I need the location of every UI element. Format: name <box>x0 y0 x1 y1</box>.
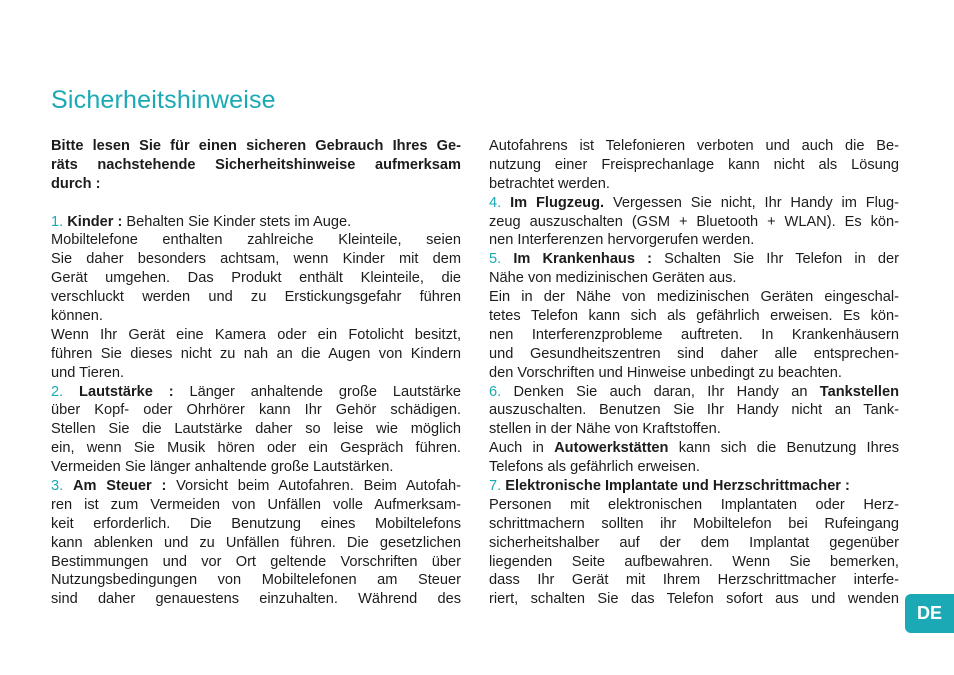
body-line: schrittmachern sollten ihr Mobiltelefon bei Rufeingang <box>489 515 899 532</box>
language-tab: DE <box>905 594 954 633</box>
body-line: liegenden Seite aufbewahren. Wenn Sie bemerken, <box>489 553 899 570</box>
section-number: 6. <box>489 383 502 400</box>
section-implants-heading <box>489 477 899 496</box>
body-line: sind daher genauestens einzuhalten. Während des <box>51 591 461 608</box>
body-line: Vermeiden Sie länger anhaltende große Lautstärken. <box>51 459 394 476</box>
left-column <box>51 137 461 609</box>
body-line: nen Interferenzprobleme auftreten. In Krankenhäusern <box>489 326 899 343</box>
intro-line: durch : <box>51 175 101 192</box>
body-line: Gerät umgehen. Das Produkt enthält Kleinteile, die <box>51 270 461 287</box>
body-line: ren ist zum Vermeiden von Unfällen volle Aufmerksam- <box>51 496 461 513</box>
body-line: Nutzungsbedingungen von Mobiltelefonen am Steuer <box>51 572 461 589</box>
section-keyword: Lautstärke : <box>79 383 174 400</box>
body-line: auszuschalten. Benutzen Sie Ihr Handy nicht an Tank- <box>489 402 899 419</box>
body-line: Nähe von medizinischen Geräten aus. <box>489 270 737 287</box>
body-line: nutzung einer Freisprechanlage kann nicht als Lösung <box>489 156 899 173</box>
body-line: Sie daher besonders achtsam, wenn Kinder mit dem <box>51 251 461 268</box>
section-airplane-heading <box>489 194 899 213</box>
body-line: kann ablenken und zu Unfällen führen. Die gesetzlichen <box>51 534 461 551</box>
section-number: 4. <box>489 194 502 211</box>
page-title: Sicherheitshinweise <box>51 86 276 114</box>
body-line: über Kopf- oder Ohrhörer kann Ihr Gehör schädigen. <box>51 402 461 419</box>
body-line: Bestimmungen und vor Ort geltende Vorschriften über <box>51 553 461 570</box>
body-line: riert, schalten Sie das Telefon sofort aus und wenden <box>489 591 899 608</box>
body-line: Telefons als gefährlich erweisen. <box>489 459 700 476</box>
section-text: kann sich die Benutzung Ihres <box>668 440 900 457</box>
section-volume-heading <box>51 383 461 402</box>
section-text: Vergessen Sie nicht, Ihr Handy im Flug- <box>604 194 900 211</box>
section-text: Schalten Sie Ihr Telefon in der <box>651 251 899 268</box>
section-keyword: Am Steuer : <box>72 478 167 495</box>
right-column <box>489 137 899 609</box>
body-line: keit erforderlich. Die Benutzung eines Mobiltelefons <box>51 515 461 532</box>
intro-line: räts nachstehende Sicherheitshinweise aufmerksam <box>51 156 461 173</box>
body-line: betrachtet werden. <box>489 175 610 192</box>
section-text: Behalten Sie Kinder stets im Auge. <box>122 213 352 230</box>
section-keyword: Autowerkstätten <box>554 440 669 457</box>
section-text: Auch in <box>489 440 555 457</box>
body-line: nen Interferenzen hervorgerufen werden. <box>489 232 755 249</box>
body-line: Ein in der Nähe von medizinischen Geräten eingeschal- <box>489 289 899 306</box>
body-line: Mobiltelefone enthalten zahlreiche Kleinteile, seien <box>51 232 461 249</box>
body-line: den Vorschriften und Hinweise unbedingt zu beachten. <box>489 364 842 381</box>
body-line: sicherheitshalber auf der dem Implantat gegenüber <box>489 534 899 551</box>
body-line: und Tieren. <box>51 364 125 381</box>
section-number: 3. <box>51 478 64 495</box>
section-keyword: Tankstellen <box>819 383 899 400</box>
section-text: Denken Sie auch daran, Ihr Handy an <box>501 383 820 400</box>
body-line: verschluckt werden und zu Erstickungsgefahr führen <box>51 289 461 306</box>
section-hospital-heading <box>489 250 899 269</box>
section-keyword: Elektronische Implantate und Herzschrittmacher : <box>505 478 850 495</box>
body-line: Wenn Ihr Gerät eine Kamera oder ein Fotolicht besitzt, <box>51 326 461 343</box>
section-keyword: Kinder : <box>67 213 123 230</box>
section-text: Vorsicht beim Autofahren. Beim Autofah- <box>166 478 461 495</box>
body-line <box>489 439 899 458</box>
body-line: dass Ihr Gerät mit Ihrem Herzschrittmacher interfe- <box>489 572 899 589</box>
body-line: können. <box>51 308 103 325</box>
section-keyword: Im Flugzeug. <box>510 194 605 211</box>
intro-line: Bitte lesen Sie für einen sicheren Gebrauch Ihres Ge- <box>51 138 461 154</box>
section-keyword: Im Krankenhaus : <box>513 251 652 268</box>
section-children-heading <box>51 213 461 232</box>
body-line: Autofahrens ist Telefonieren verboten und auch die Be- <box>489 138 899 154</box>
section-number: 5. <box>489 251 502 268</box>
body-line: Personen mit elektronischen Implantaten oder Herz- <box>489 496 899 513</box>
section-text: Länger anhaltende große Lautstärke <box>173 383 461 400</box>
body-line: Stellen Sie die Lautstärke daher so leise wie möglich <box>51 421 461 438</box>
section-number: 2. <box>51 383 64 400</box>
body-line: ein, wenn Sie Musik hören oder ein Gespräch führen. <box>51 440 461 457</box>
body-line: stellen in der Nähe von Kraftstoffen. <box>489 421 721 438</box>
body-line: und Gesundheitszentren sind daher alle entsprechen- <box>489 345 899 362</box>
section-gas-station-heading <box>489 383 899 402</box>
body-line: führen Sie dieses nicht zu nah an die Augen von Kindern <box>51 345 461 362</box>
section-driving-heading <box>51 477 461 496</box>
body-line: tetes Telefon kann sich als gefährlich erweisen. Es kön- <box>489 308 899 325</box>
section-number: 7. <box>489 478 502 495</box>
section-number: 1. <box>51 213 64 230</box>
body-line: zeug auszuschalten (GSM + Bluetooth + WLAN). Es kön- <box>489 213 899 230</box>
